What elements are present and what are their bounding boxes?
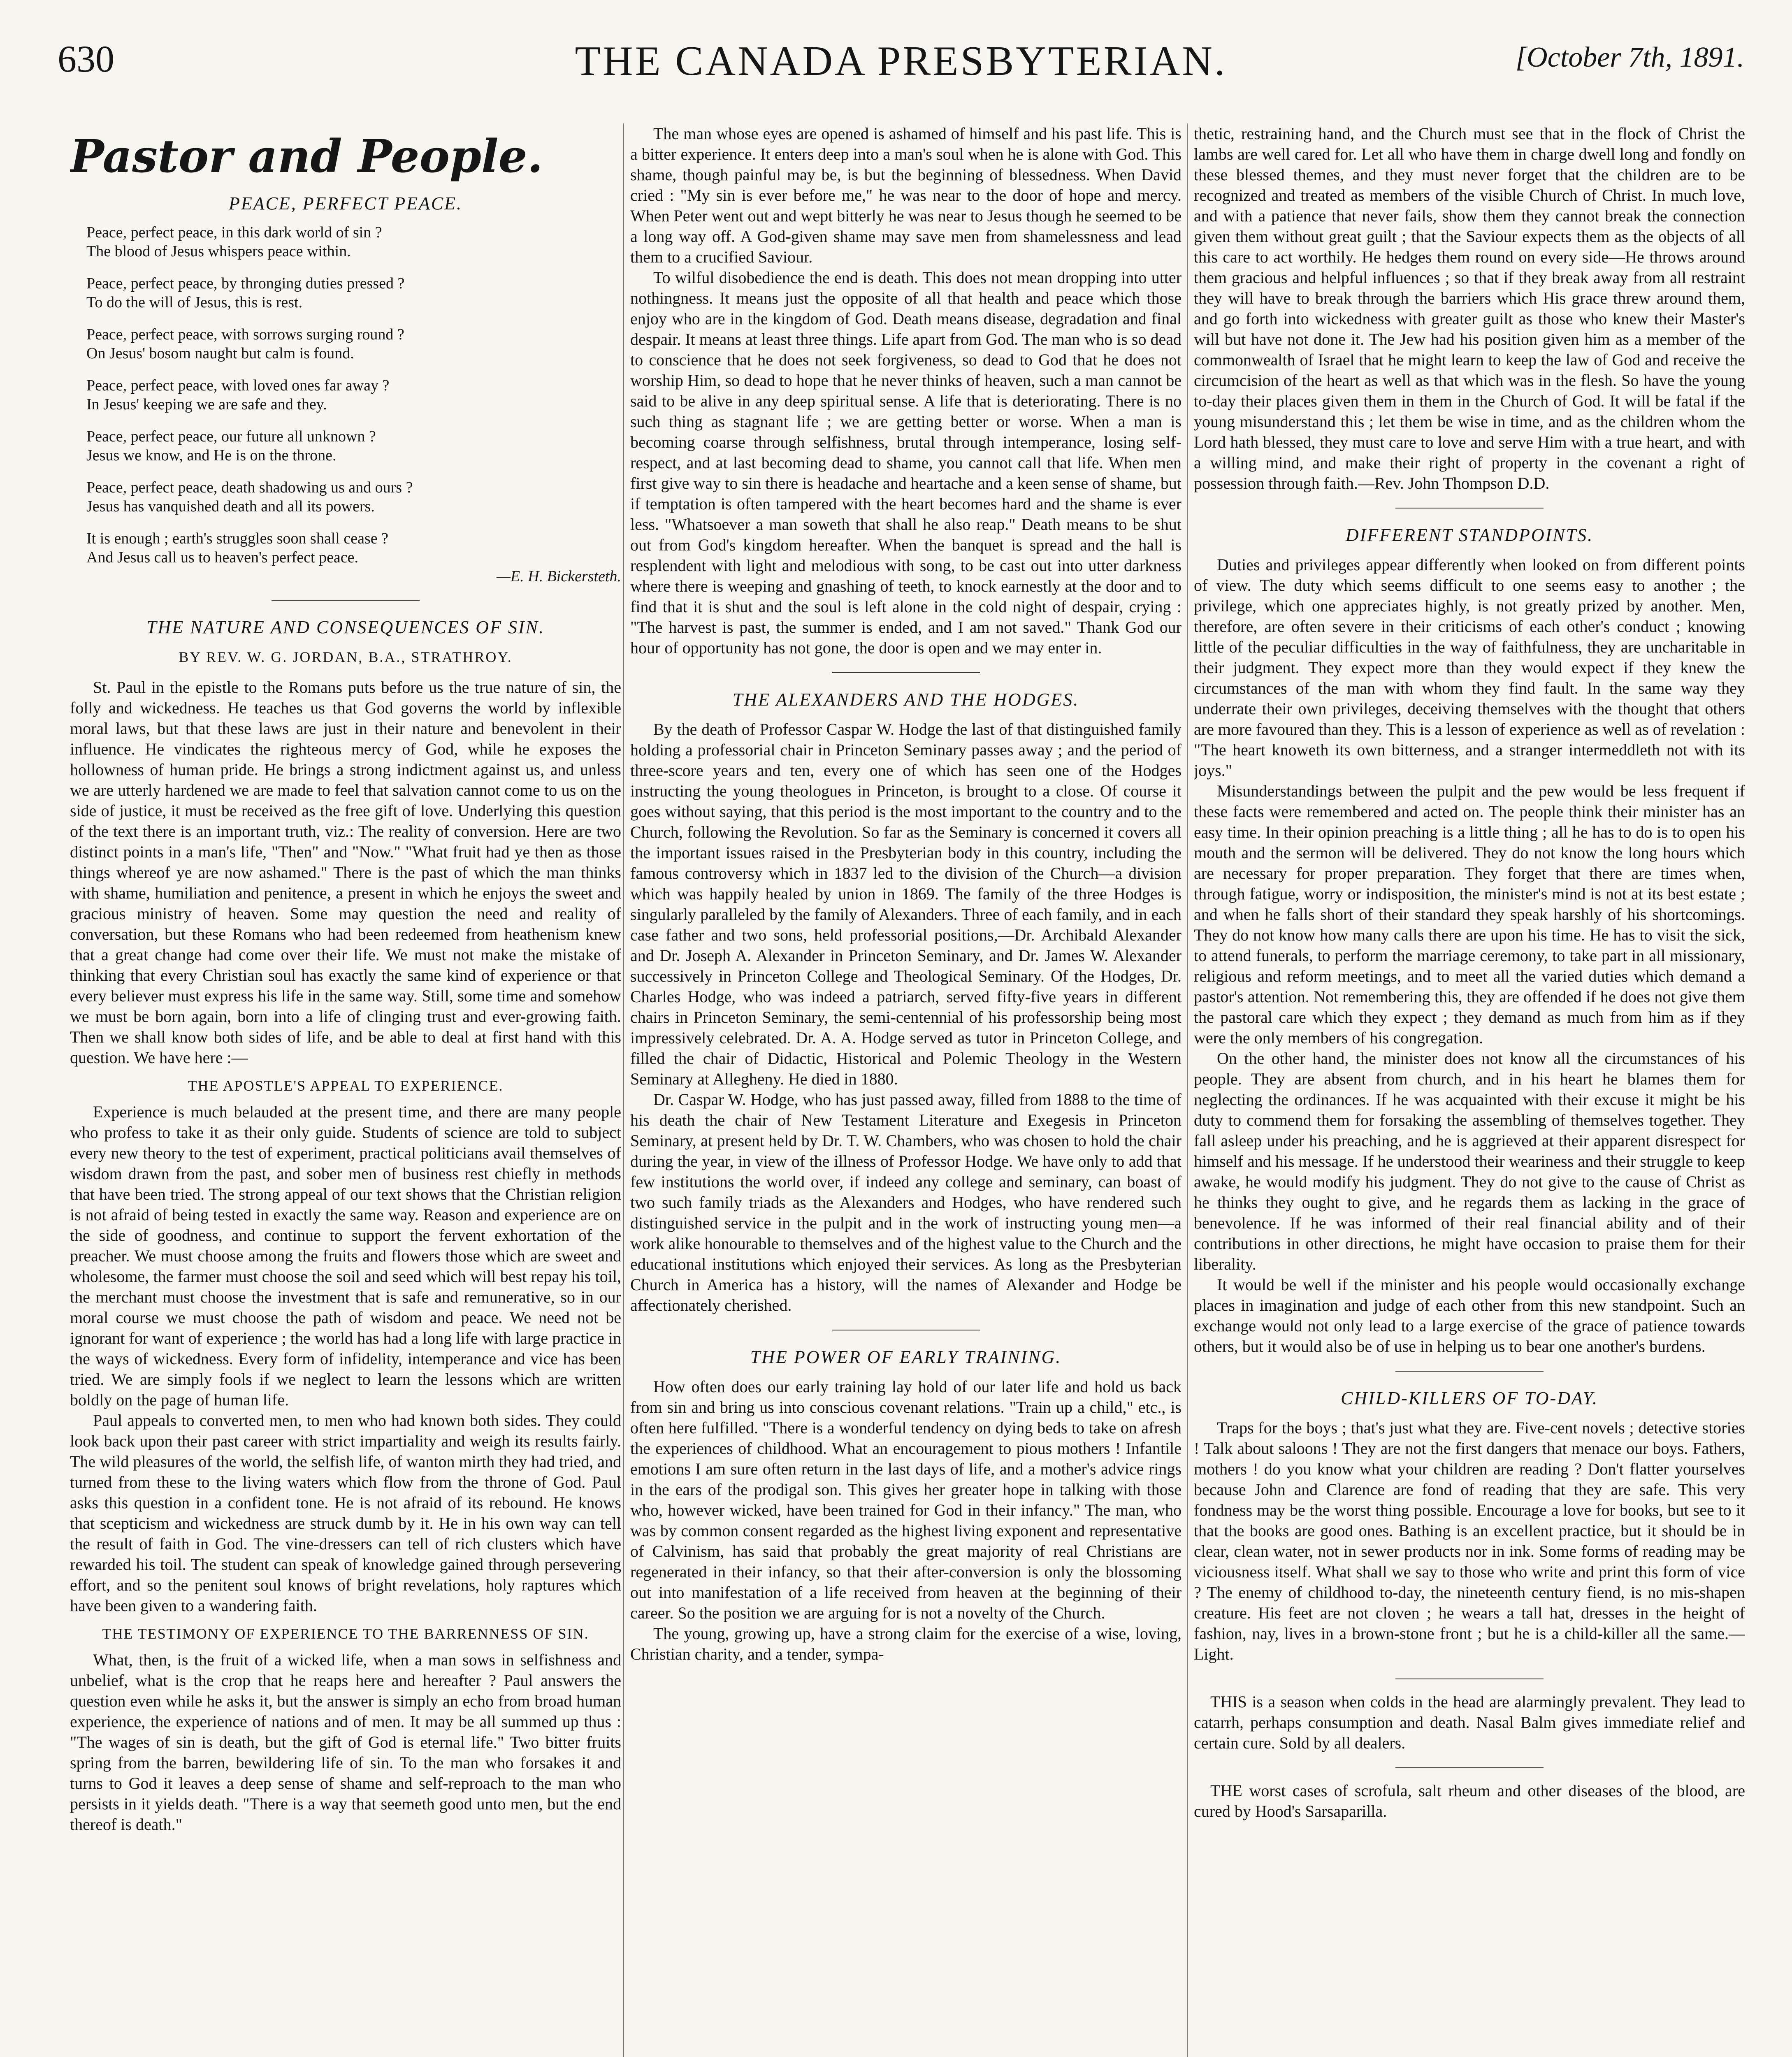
subheading: THE APOSTLE'S APPEAL TO EXPERIENCE. [188,1077,504,1094]
department-heading: Pastor and People. [70,132,543,183]
subheading: THE TESTIMONY OF EXPERIENCE TO THE BARRENNESS OF SIN. [102,1625,589,1642]
article-paragraph: To wilful disobedience the end is death. This does not mean dropping into utter nothingness. It means just the opposite of all that health and peace which those enjoy who are in the kingdom of God. Death means disease, degradation and final despair. It means at least three things. Life apart from God. The man who is so dead to conscience that he does not seek forgiveness, so dead to God that he does not worship Him, so dead to hope that he never thinks of heaven, such a man cannot be said to be alive in any deep spiritual sense. A life that is deteriorating. There is no such thing as stagnant life ; we are getting better or worse. When a man is becoming coarse through selfishness, brutal through intemperance, losing self-respect, and at last becoming dead to shame, you cannot call that life. When men first give way to sin there is headache and heartache and a keen sense of shame, but if temptation is often tampered with the heart becomes hard and the shame is ever less. "Whatsoever a man soweth that shall he also reap." Death means to be shut out from God's kingdom hereafter. When the banquet is spread and the hall is resplendent with light and melodious with song, to be cast out into utter darkness where there is weeping and gnashing of teeth, to knock earnestly at the door and to find that it is shut and the soul is left alone in the cold night of despair, crying : "The harvest is past, the summer is ended, and I am not saved." Thank God our hour of opportunity has not gone, the door is open and we may enter in. [630,268,1182,657]
article-paragraph: Duties and privileges appear differently when looked on from different points of view. The duty which seems difficult to one seems easy to another ; the privilege, which one appreciates highly, is not greatly prized by another. Men, therefore, are often severe in their criticisms of each other's conduct ; knowing little of the peculiar difficulties in the way of faithfulness, they are uncharitable in their judgment. They expect more than they would expect if they knew the circumstances of the man with whom they find fault. In the same way they underrate their own privileges, deceiving themselves with the thought that others are more favoured than they. This is a lesson of experience as well as of revelation : "The heart knoweth its own bitterness, and a stranger intermeddleth not with its joys." [1194,555,1745,780]
poem [86,223,621,586]
page-number: 630 [58,38,114,80]
column-2 [630,123,1182,2057]
advertisement-text: THIS is a season when colds in the head are alarmingly prevalent. They lead to catarrh, perhaps consumption and death. Nasal Balm gives immediate relief and certain cure. Sold by all dealers. [1194,1692,1745,1752]
column-divider [1187,123,1188,2057]
section-rule [832,672,980,673]
poem-stanza: Peace, perfect peace, with loved ones far away ? In Jesus' keeping we are safe and they. [86,377,390,413]
section-rule [1395,1767,1544,1768]
article-title: THE NATURE AND CONSEQUENCES OF SIN. [146,617,545,637]
poem-attribution: —E. H. Bickersteth. [497,568,621,585]
issue-date: [October 7th, 1891. [1515,42,1744,73]
advertisement-notice [1194,1692,1745,1753]
article-title: CHILD-KILLERS OF TO-DAY. [1341,1388,1598,1408]
article-paragraph: The man whose eyes are opened is ashamed of himself and his past life. This is a bitter experience. It enters deep into a man's soul when he is alone with God. This shame, though painful may be, is but the beginning of blessedness. When David cried : "My sin is ever before me," he was near to the door of hope and mercy. When Peter went out and wept bitterly he was near to Jesus though he seemed to be a long way off. A God-given shame may save men from shamelessness and lead them to a crucified Saviour. [630,124,1182,266]
article-paragraph: Dr. Caspar W. Hodge, who has just passed away, filled from 1888 to the time of his death the chair of New Testament Literature and Exegesis in Princeton Seminary, at present held by Dr. T. W. Chambers, who was chosen to hold the chair during the year, in view of the illness of Professor Hodge. We have only to add that few institutions the world over, if indeed any college and seminary, can boast of two such family triads as the Alexanders and Hodges, who have rendered such distinguished service in the pulpit and in the work of instructing young men—a work alike honourable to themselves and of the highest value to the Church and the educational institutions which enjoyed their services. As long as the Presbyterian Church in America has a history, will the names of Alexander and Hodge be affectionately cherished. [630,1090,1182,1314]
article-title: THE POWER OF EARLY TRAINING. [750,1347,1062,1367]
column-3 [1194,123,1745,2057]
article-paragraph: By the death of Professor Caspar W. Hodge the last of that distinguished family holding a professorial chair in Princeton Seminary passes away ; and the period of three-score years and ten, every one of which has seen one of the Hodges instructing the young theologues in Princeton, is brought to a close. Of course it goes without saying, that this period is the most important to the country and to the Church, following the Revolution. So far as the Seminary is concerned it covers all the important issues raised in the Presbyterian body in this country, including the famous controversy which in 1837 led to the division of the Church—a division which was happily healed by union in 1869. The family of the three Hodges is singularly paralleled by the family of Alexanders. Three of each family, and in each case father and two sons, held professorial positions,—Dr. Archibald Alexander and Dr. Joseph A. Alexander in Princeton Seminary, and Dr. James W. Alexander successively in Princeton College and Theological Seminary. Of the Hodges, Dr. Charles Hodge, who was indeed a patriarch, served fifty-five years in different chairs in Princeton Seminary, the semi-centennial of his professorship being most impressively celebrated. Dr. A. A. Hodge served as tutor in Princeton College, and filled the chair of Didactic, Historical and Polemic Theology in the Western Seminary at Allegheny. He died in 1880. [630,720,1182,1088]
column-divider [623,123,624,2057]
article-paragraph: It would be well if the minister and his people would occasionally exchange places in imagination and judge of each other from this new standpoint. Such an exchange would not only lead to a large exercise of the grace of patience towards others, but it would also be of use in helping us to bear one another's burdens. [1194,1275,1745,1356]
advertisement-text: THE worst cases of scrofula, salt rheum and other diseases of the blood, are cured by Hood's Sarsaparilla. [1194,1781,1745,1820]
poem-stanza: Peace, perfect peace, with sorrows surging round ? On Jesus' bosom naught but calm is found. [86,326,404,362]
poem-stanza: Peace, perfect peace, our future all unknown ? Jesus we know, and He is on the throne. [86,428,376,464]
advertisement-notice [1194,1781,1745,1822]
article-paragraph: St. Paul in the epistle to the Romans puts before us the true nature of sin, the folly and wickedness. He teaches us that God governs the world by inflexible moral laws, but that these laws are just in their nature and benevolent in their influence. He vindicates the righteous mercy of God, while he exposes the hollowness of human pride. He brings a strong indictment against us, and unless we are utterly hardened we are made to feel that salvation cannot come to us on the side of justice, it must be received as the free gift of love. Underlying this question of the text there is an important truth, viz.: The reality of conversion. Here are two distinct points in a man's life, "Then" and "Now." "What fruit had ye then as those things whereof ye are now ashamed." There is the past of which the man thinks with shame, humiliation and penitence, a present in which he enjoys the sweet and gracious ministry of heaven. Some may question the need and reality of conversation, but these Romans who had been redeemed from heathenism knew that a great change had come over their life. We must not make the mistake of thinking that every Christian soul has exactly the same kind of experience or that every believer must express his life in the same way. Still, some time and somehow we must be born again, born into a life of clinging trust and ever-growing faith. Then we shall know both sides of life, and be able to deal at first hand with this question. We have here :— [70,678,621,1067]
page-header [58,37,1744,95]
article-paragraph: thetic, restraining hand, and the Church must see that in the flock of Christ the lambs are well cared for. Let all who have them in charge dwell long and fondly on these blessed themes, and they must never forget that the children are to be recognized and treated as members of the visible Church of Christ. In much love, and with a patience that never fails, show them they cannot break the connection given them without great guilt ; that the Saviour expects them as the objects of all this care to act worthily. He hedges them round on every side—He throws around them gracious and helpful influences ; so that if they break away from all restraint they will have to break through the barriers which His grace threw around them, and go forth into wickedness with greater guilt as those who knew their Master's will but have not done it. The Jew had his position given him as a member of the commonwealth of Israel that he might learn to keep the law of God and receive the circumcision of the heart as well as that which was in the flesh. So have the young to-day their places given them in them in the Church of God. It will be fatal if the young misunderstand this ; let them be wise in time, and as the children whom the Lord hath blessed, they must care to love and serve Him with a true heart, and with a willing mind, and make their right of property in the covenant a right of possession through faith.—Rev. John Thompson D.D. [1194,124,1745,492]
poem-title: PEACE, PERFECT PEACE. [228,193,463,214]
article-byline: BY REV. W. G. JORDAN, B.A., STRATHROY. [179,649,513,665]
article-title: DIFFERENT STANDPOINTS. [1345,525,1594,545]
article-paragraph: How often does our early training lay hold of our later life and hold us back from sin and bring us into conscious covenant relations. "Train up a child," etc., is often here fulfilled. "There is a wonderful tendency on dying beds to take on afresh the experiences of childhood. What an encouragement to pious mothers ! Infantile emotions I am sure often return in the last days of life, and a mother's advice rings in the ears of the prodigal son. This gives her greater hope in talking with those who, however wicked, have been trained for God in their infancy." The man, who was by common consent regarded as the highest living exponent and representative of Calvinism, has said that probably the great majority of real Christians are regenerated in their infancy, so that their after-conversion is only the blossoming out into manifestation of a life received from heaven at the beginning of their career. So the position we are arguing for is not a novelty of the Church. [630,1377,1182,1622]
masthead-title: THE CANADA PRESBYTERIAN. [575,38,1227,84]
column-1 [70,132,621,2057]
article-title: THE ALEXANDERS AND THE HODGES. [732,690,1079,710]
article-paragraph: The young, growing up, have a strong claim for the exercise of a wise, loving, Christian charity, and a tender, sympa- [630,1624,1182,1663]
poem-stanza: Peace, perfect peace, death shadowing us and ours ? Jesus has vanquished death and all its powers. [86,479,413,515]
article-paragraph: Paul appeals to converted men, to men who had known both sides. They could look back upon their past career with strict impartiality and weigh its results fairly. The wild pleasures of the world, the selfish life, of wanton mirth they had tried, and turned from these to the living waters which flow from the throne of God. Paul asks this question in a confident tone. He is not afraid of its rebound. He knows that scepticism and wickedness are struck dumb by it. He in his own way can tell the result of faith in God. The vine-dressers can tell of rich clusters which have rewarded his toil. The student can speak of knowledge gained through persevering effort, and so the penitent soul knows of bright revelations, holy raptures which have been given to a wandering faith. [70,1411,621,1615]
section-rule [272,600,420,601]
article-paragraph: Misunderstandings between the pulpit and the pew would be less frequent if these facts were remembered and acted on. The people think their minister has an easy time. In their opinion preaching is a little thing ; all he has to do is to open his mouth and the sermon will be delivered. They do not know the long hours which are necessary for proper preparation. They forget that there are times when, through fatigue, worry or indisposition, the minister's mind is not at its best estate ; and when he falls short of their standard they speak harshly of his shortcomings. They do not know how many calls there are upon his time. He has to visit the sick, to attend funerals, to perform the marriage ceremony, to take part in all missionary, religious and reform meetings, and to meet all the varied duties which demand a pastor's attention. Not remembering this, they are offended if he does not give them the pastoral care which they expect ; they demand as much from him as if they were the only members of his congregation. [1194,782,1745,1047]
article-paragraph: On the other hand, the minister does not know all the circumstances of his people. They are absent from church, and in his heart he blames them for neglecting the ordinances. If he was acquainted with their excuse it might be his duty to commend them for forsaking the assembling of themselves together. They fall asleep under his preaching, and he is aggrieved at their apparent disrespect for himself and his message. If he understood their weariness and their struggle to keep awake, he would modify his judgment. They do not give to the cause of Christ as he thinks they ought to give, and he regards them as lacking in the grace of benevolence. If he was informed of their real financial ability and of their contributions in other directions, he might have occasion to praise them for their liberality. [1194,1049,1745,1273]
poem-stanza: Peace, perfect peace, in this dark world of sin ? The blood of Jesus whispers peace within. [86,224,382,260]
poem-stanza: It is enough ; earth's struggles soon shall cease ? And Jesus call us to heaven's perfect peace. [86,530,388,566]
article-paragraph: Traps for the boys ; that's just what they are. Five-cent novels ; detective stories ! Talk about saloons ! They are not the first dangers that menace our boys. Fathers, mothers ! do you know what your children are reading ? Don't flatter yourselves because John and Clarence are fond of reading that they are safe. This very fondness may be the worst thing possible. Encourage a love for books, but see to it that the books are good ones. Bathing is an excellent practice, but it should be in clear, clean water, not in sewer products nor in ink. Some forms of reading may be viciousness itself. What shall we say to those who write and print this form of vice ? The enemy of childhood to-day, the nineteenth century fiend, is no mis-shapen creature. His feet are not cloven ; he wears a tall hat, dresses in the height of fashion, nay, lives in a brown-stone front ; but he is a child-killer all the same.—Light. [1194,1419,1745,1663]
poem-stanza: Peace, perfect peace, by thronging duties pressed ? To do the will of Jesus, this is rest. [86,275,405,311]
article-paragraph: What, then, is the fruit of a wicked life, when a man sows in selfishness and unbelief, what is the crop that he reaps here and hereafter ? Paul answers the question even while he asks it, but the answer is simply an echo from broad human experience, the experience of nations and of men. It may be all summed up thus : "The wages of sin is death, but the gift of God is eternal life." Two bitter fruits spring from the barren, bewildering life of sin. To the man who forsakes it and turns to God it leaves a deep sense of shame and self-reproach to the man who persists in it yields death. "There is a way that seemeth good unto men, but the end thereof is death." [70,1651,621,1834]
article-paragraph: Experience is much belauded at the present time, and there are many people who profess to take it as their only guide. Students of science are told to subject every new theory to the test of experiment, practical politicians avail themselves of wisdom drawn from the past, and sober men of business rest chiefly in methods that have been tried. The strong appeal of our text shows that the Christian religion is not afraid of being tested in exactly the same way. Reason and experience are on the side of goodness, and continue to support the fervent exhortation of the preacher. We must choose among the fruits and flowers those which are sweet and wholesome, the farmer must choose the soil and seed which will best repay his toil, the merchant must choose the investment that is safe and remunerative, so in our moral course we must choose the path of wisdom and peace. We need not be ignorant for want of experience ; the world has had a long life with large practice in the ways of wickedness. Every form of infidelity, intemperance and vice has been tried. We are simply fools if we neglect to learn the lessons which are written boldly on the page of human life. [70,1103,621,1409]
section-rule [1395,1371,1544,1372]
